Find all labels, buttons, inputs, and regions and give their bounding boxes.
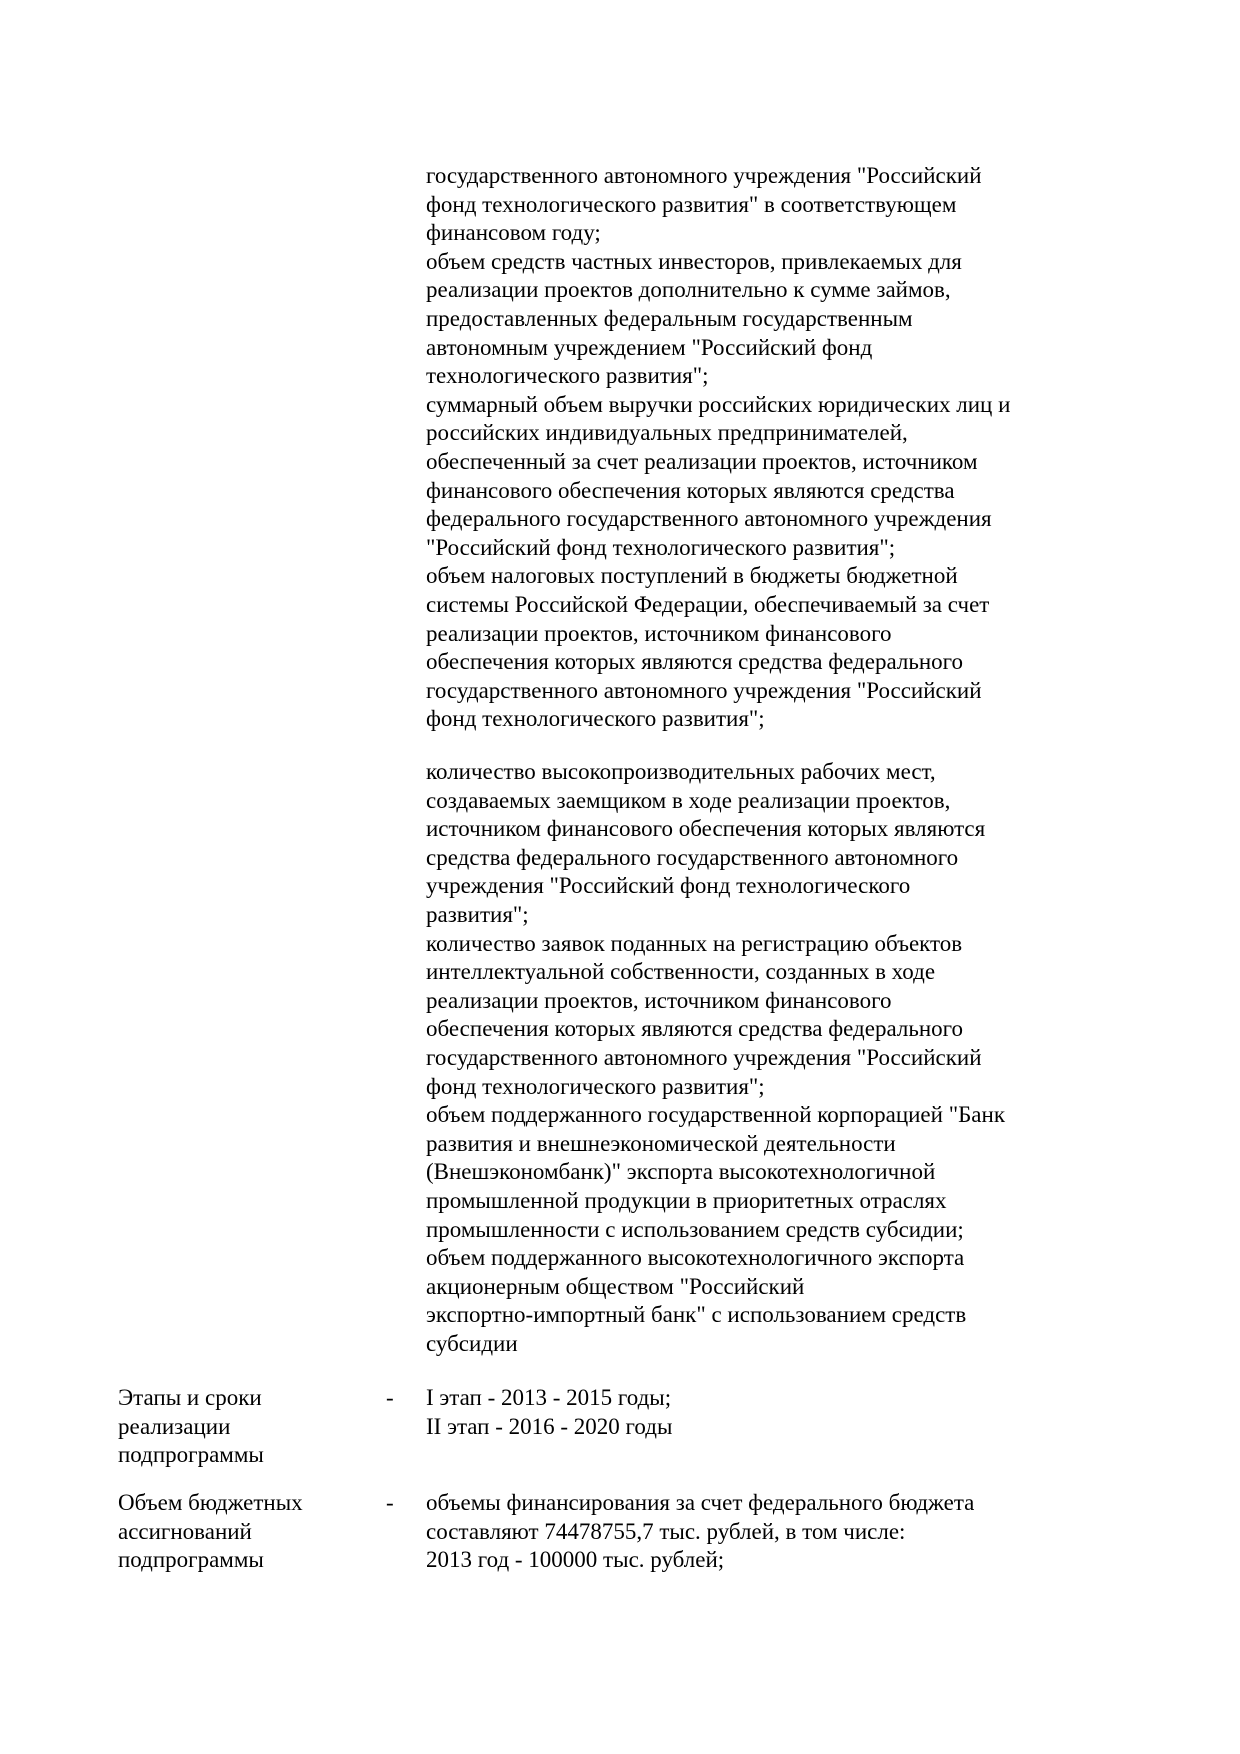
text-line: количество высокопроизводительных рабочих мест,: [426, 759, 936, 784]
stages-value: [426, 1384, 1086, 1441]
text-line: (Внешэкономбанк)" экспорта высокотехнологичной: [426, 1159, 936, 1185]
text-line: реализации проектов, источником финансового: [426, 987, 892, 1013]
text-line: суммарный объем выручки российских юридических лиц и: [426, 391, 1011, 417]
text-line: количество заявок поданных на регистрацию объектов: [426, 930, 963, 956]
text-line: объем средств частных инвесторов, привлекаемых для: [426, 248, 962, 274]
budget-label: [118, 1489, 358, 1575]
text-line: реализации проектов дополнительно к сумме займов,: [426, 277, 951, 303]
text-line: государственного автономного учреждения "Российский: [426, 677, 982, 703]
text-line: развития";: [426, 901, 529, 927]
value-line: 2013 год - 100000 тыс. рублей;: [426, 1547, 725, 1573]
indicators-block-1: [426, 162, 1086, 734]
text-line: обеспечения которых являются средства федерального: [426, 1016, 964, 1042]
indicators-block-2: [426, 758, 1086, 1358]
text-line: реализации проектов, источником финансового: [426, 620, 892, 646]
text-line: фонд технологического развития";: [426, 1073, 765, 1099]
text-line: автономным учреждением "Российский фонд: [426, 334, 873, 360]
text-line: финансового обеспечения которых являются средства: [426, 477, 955, 503]
text-line: фонд технологического развития";: [426, 706, 765, 732]
text-line: федерального государственного автономного учреждения: [426, 506, 992, 532]
text-line: акционерным обществом "Российский: [426, 1273, 805, 1299]
text-line: "Российский фонд технологического развития";: [426, 534, 896, 560]
label-line: реализации: [118, 1413, 231, 1439]
text-line: финансовом году;: [426, 220, 601, 246]
value-line: II этап - 2016 - 2020 годы: [426, 1413, 673, 1439]
text-line: субсидии: [426, 1330, 518, 1356]
text-line: обеспеченный за счет реализации проектов, источником: [426, 448, 978, 474]
text-line: предоставленных федеральным государственным: [426, 305, 913, 331]
label-line: Объем бюджетных: [118, 1490, 303, 1515]
text-line: создаваемых заемщиком в ходе реализации проектов,: [426, 787, 951, 813]
text-line: промышленности с использованием средств субсидии;: [426, 1216, 964, 1242]
value-line: I этап - 2013 - 2015 годы;: [426, 1385, 672, 1410]
row-dash: -: [386, 1385, 394, 1410]
stages-label: [118, 1384, 358, 1470]
budget-value: [426, 1489, 1086, 1575]
text-line: обеспечения которых являются средства федерального: [426, 649, 964, 675]
label-line: подпрограммы: [118, 1442, 264, 1468]
text-line: объем поддержанного государственной корпорацией "Банк: [426, 1102, 1005, 1128]
text-line: экспортно-импортный банк" с использованием средств: [426, 1302, 967, 1328]
text-line: источником финансового обеспечения которых являются: [426, 816, 986, 842]
text-line: российских индивидуальных предпринимателей,: [426, 420, 908, 446]
text-line: объем налоговых поступлений в бюджеты бюджетной: [426, 563, 958, 589]
text-line: промышленной продукции в приоритетных отраслях: [426, 1187, 947, 1213]
text-line: учреждения "Российский фонд технологического: [426, 873, 911, 899]
label-line: ассигнований: [118, 1518, 252, 1544]
value-line: объемы финансирования за счет федерального бюджета: [426, 1490, 975, 1515]
text-line: технологического развития";: [426, 363, 709, 389]
text-line: интеллектуальной собственности, созданных в ходе: [426, 959, 936, 985]
text-line: фонд технологического развития" в соответствующем: [426, 191, 957, 217]
text-line: развития и внешнеэкономической деятельности: [426, 1130, 896, 1156]
label-line: подпрограммы: [118, 1547, 264, 1573]
text-line: средства федерального государственного автономного: [426, 844, 959, 870]
value-line: составляют 74478755,7 тыс. рублей, в том числе:: [426, 1518, 906, 1544]
text-line: объем поддержанного высокотехнологичного экспорта: [426, 1245, 965, 1271]
label-line: Этапы и сроки: [118, 1385, 262, 1410]
text-line: государственного автономного учреждения "Российский: [426, 1044, 982, 1070]
row-dash: -: [386, 1490, 394, 1515]
text-line: государственного автономного учреждения "Российский: [426, 163, 982, 188]
text-line: системы Российской Федерации, обеспечиваемый за счет: [426, 591, 990, 617]
